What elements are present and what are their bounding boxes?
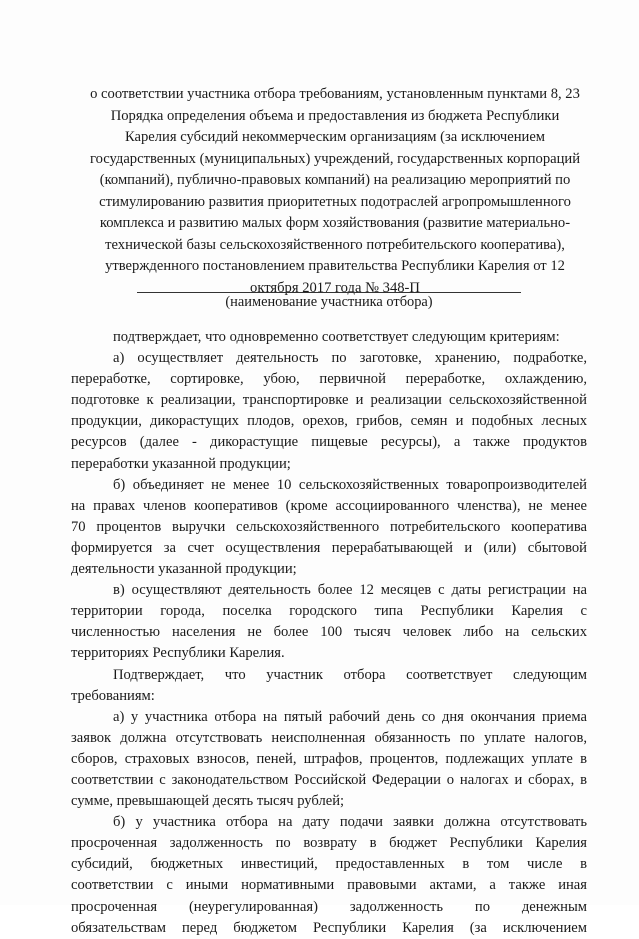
participant-name-caption: (наименование участника отбора): [225, 294, 433, 310]
body-line: продукции, дикорастущих плодов, орехов, грибов, семян и подобных лесных: [71, 413, 587, 430]
heading-line: технической базы сельскохозяйственного потребительского кооператива),: [105, 236, 565, 253]
body-line: б) объединяет не менее 10 сельскохозяйственных товаропроизводителей: [113, 476, 587, 493]
heading-line: государственных (муниципальных) учреждений, государственных корпораций: [89, 150, 581, 167]
body-line: просроченная задолженность по возврату в бюджет Республики Карелия: [71, 835, 587, 852]
body-line: в) осуществляют деятельность более 12 месяцев с даты регистрации на: [113, 582, 587, 599]
heading-line: о соответствии участника отбора требованиям, установленным пунктами 8, 23: [90, 86, 580, 102]
body-line: соответствии с законодательством Российской Федерации о налогах и сборах, в: [71, 771, 587, 788]
document-body: [71, 327, 587, 939]
heading-line: октября 2017 года № 348-П: [250, 279, 420, 296]
body-line: требованиям:: [71, 687, 155, 704]
body-line: б) у участника отбора на дату подачи заявки должна отсутствовать: [113, 814, 587, 831]
body-line: сумме, превышающей десять тысяч рублей;: [71, 793, 345, 810]
body-line: а) осуществляет деятельность по заготовке, хранению, подработке,: [113, 350, 587, 367]
heading-line: Карелия субсидий некоммерческим организациям (за исключением: [124, 129, 546, 145]
body-line: подтверждает, что одновременно соответствует следующим критериям:: [113, 329, 560, 345]
document-heading: [70, 84, 600, 299]
heading-line: (компаний), публично-правовых компаний) на реализацию мероприятий по: [99, 172, 571, 188]
body-line: обязательствам перед бюджетом Республики Карелия (за исключением: [71, 919, 587, 936]
body-line: ресурсов (далее - дикорастущие пищевые ресурсы), а также продуктов: [71, 434, 587, 451]
body-line: численностью населения не более 100 тысяч человек либо на сельских: [71, 624, 587, 641]
body-line: Подтверждает, что участник отбора соответствует следующим: [113, 666, 587, 683]
body-line: территории города, поселка городского типа Республики Карелия с: [71, 603, 587, 620]
body-line: территориях Республики Карелия.: [71, 645, 285, 662]
body-line: переработки указанной продукции;: [71, 455, 291, 472]
body-line: заявок должна отсутствовать неисполненная обязанность по уплате налогов,: [71, 729, 587, 746]
body-line: на правах членов кооперативов (кроме ассоциированного членства), не менее: [71, 497, 587, 514]
body-line: формируется за счет осуществления перерабатывающей и (или) сбытовой: [71, 539, 587, 556]
body-line: 70 процентов выручки сельскохозяйственного потребительского кооператива: [71, 518, 587, 535]
body-line: подготовке к реализации, транспортировке и реализации сельскохозяйственной: [71, 392, 587, 409]
body-line: просроченная (неурегулированная) задолженность по денежным: [71, 898, 587, 915]
heading-line: утвержденного постановлением правительства Республики Карелия от 12: [105, 258, 565, 274]
body-line: переработке, сортировке, убою, первичной переработке, охлаждению,: [71, 371, 587, 388]
heading-line: Порядка определения объема и предоставления из бюджета Республики: [110, 107, 560, 124]
body-line: деятельности указанной продукции;: [71, 561, 297, 578]
body-line: а) у участника отбора на пятый рабочий день со дня окончания приема: [113, 708, 587, 725]
body-line: субсидий, бюджетных инвестиций, предоставленных в том числе в: [71, 856, 587, 873]
body-line: сборов, страховых взносов, пеней, штрафов, процентов, подлежащих уплате в: [71, 750, 587, 767]
heading-line: комплекса и развитию малых форм хозяйствования (развитие материально-: [99, 215, 571, 231]
heading-line: стимулированию развития приоритетных подотраслей агропромышленного: [99, 193, 571, 210]
body-line: соответствии с иными нормативными правовыми актами, а также иная: [71, 877, 587, 894]
